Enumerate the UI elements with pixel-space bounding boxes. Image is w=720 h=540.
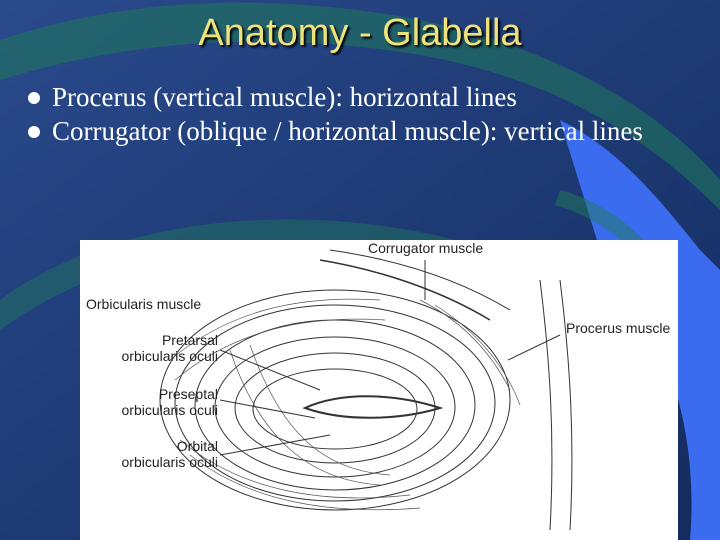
- bullet-dot-icon: [28, 92, 40, 104]
- bullet-dot-icon: [28, 126, 40, 138]
- bullet-list: [22, 80, 712, 148]
- label-preseptal-line1: Preseptal: [158, 386, 218, 402]
- bullet-item: [22, 80, 712, 114]
- label-preseptal-line2: orbicularis oculi: [121, 402, 218, 418]
- label-orbicularis-muscle: Orbicularis muscle: [86, 296, 202, 312]
- label-orbital-line1: Orbital: [176, 438, 218, 454]
- bullet-item: [22, 114, 712, 148]
- label-pretarsal-line2: orbicularis oculi: [121, 348, 218, 364]
- label-procerus-muscle: Procerus muscle: [566, 320, 671, 336]
- slide-title: Anatomy - Glabella: [198, 12, 522, 54]
- label-corrugator-muscle: Corrugator muscle: [368, 240, 484, 256]
- anatomy-figure: [80, 240, 678, 540]
- label-orbital-line2: orbicularis oculi: [121, 454, 218, 470]
- bullet-text: Procerus (vertical muscle): horizontal lines: [52, 82, 517, 112]
- bullet-text: Corrugator (oblique / horizontal muscle): vertical lines: [52, 116, 643, 146]
- label-pretarsal-line1: Pretarsal: [161, 332, 218, 348]
